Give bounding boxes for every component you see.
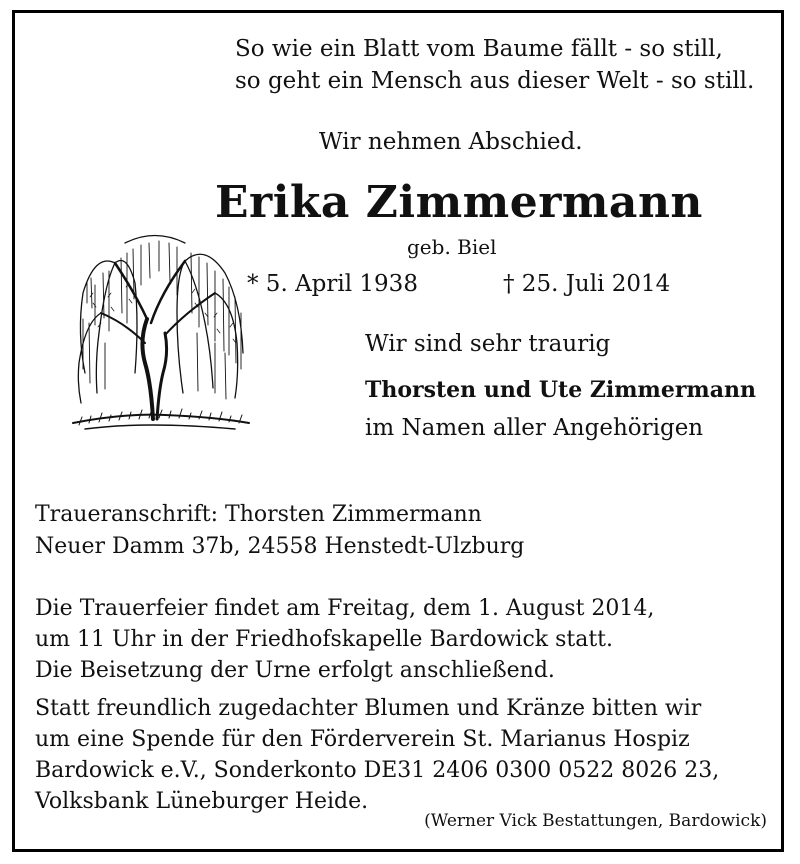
- poem-line: So wie ein Blatt vom Baume fällt - so still,: [235, 36, 723, 62]
- address-line: Traueranschrift: Thorsten Zimmermann: [35, 502, 482, 527]
- maiden-name: geb. Biel: [407, 235, 497, 259]
- death-date: † 25. Juli 2014: [503, 271, 671, 297]
- funeral-line: Die Beisetzung der Urne erfolgt anschließend.: [35, 658, 555, 683]
- sadness-line: Wir sind sehr traurig: [365, 331, 611, 357]
- mourners-names: Thorsten und Ute Zimmermann: [365, 377, 756, 403]
- mourning-address: [35, 499, 524, 563]
- poem: [235, 33, 754, 97]
- funeral-line: um 11 Uhr in der Friedhofskapelle Bardowick statt.: [35, 627, 614, 652]
- address-line: Neuer Damm 37b, 24558 Henstedt-Ulzburg: [35, 534, 525, 559]
- weeping-willow-icon: [65, 223, 255, 443]
- deceased-name: Erika Zimmermann: [215, 177, 703, 228]
- relatives-line: im Namen aller Angehörigen: [365, 415, 704, 441]
- birth-date: * 5. April 1938: [247, 271, 418, 297]
- donation-line: Volksbank Lüneburger Heide.: [35, 789, 369, 814]
- donation-line: Statt freundlich zugedachter Blumen und Kränze bitten wir: [35, 696, 702, 721]
- donation-line: Bardowick e.V., Sonderkonto DE31 2406 0300 0522 8026 23,: [35, 758, 720, 783]
- poem-line: so geht ein Mensch aus dieser Welt - so still.: [235, 68, 755, 94]
- farewell-heading: Wir nehmen Abschied.: [319, 129, 583, 155]
- funeral-line: Die Trauerfeier findet am Freitag, dem 1. August 2014,: [35, 596, 655, 621]
- donation-line: um eine Spende für den Förderverein St. Marianus Hospiz: [35, 727, 690, 752]
- funeral-info: [35, 593, 654, 686]
- donation-info: [35, 693, 719, 817]
- obituary-notice: [12, 10, 784, 852]
- undertaker-credit: (Werner Vick Bestattungen, Bardowick): [424, 811, 767, 831]
